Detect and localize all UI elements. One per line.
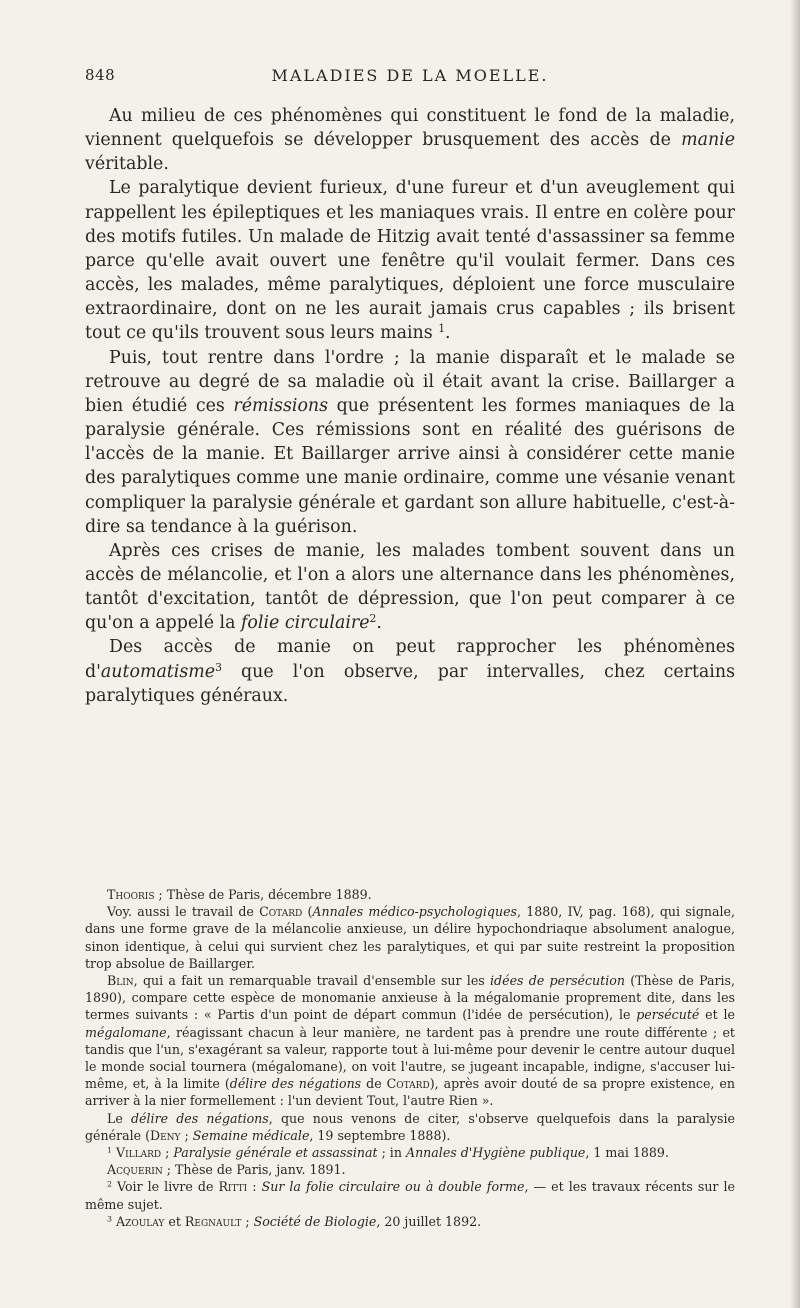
footnote: $^2$ Voir le livre de Ritti : Sur la folie circulaire ou à double forme, — et les travaux récents sur le même sujet. <box>85 1179 735 1212</box>
emphasis: automatisme <box>100 661 216 682</box>
emphasis: folie circulaire <box>240 613 370 634</box>
footnote: Acquerin ; Thèse de Paris, janv. 1891. <box>107 1162 346 1178</box>
page-header <box>85 66 735 94</box>
footnote: Voy. aussi le travail de Cotard (Annales médico-psychologiques, 1880, IV, pag. 168), qui signale, dans une forme grave de la mélancolie anxieuse, un délire hypochondriaque absolument analogue, sinon identique, à celui qui survient chez les paralytiques, et qui par suite restreint la proposition trop absolue de Baillarger. <box>85 904 735 971</box>
footnote: $^3$ Azoulay et Regnault ; Société de Biologie, 20 juillet 1892. <box>107 1213 482 1229</box>
page-edge-shadow <box>790 0 800 1308</box>
footnotes <box>85 886 735 1230</box>
running-title: MALADIES DE LA MOELLE. <box>271 66 549 85</box>
emphasis: manie <box>681 130 736 151</box>
footnote-number: 3 <box>107 1214 112 1224</box>
page-number: 848 <box>85 66 116 84</box>
main-text <box>85 104 735 708</box>
paragraph: Le paralytique devient furieux, d'une fureur et d'un aveuglement qui rappellent les épileptiques et les maniaques vrais. Il entre en colère pour des motifs futiles. Un malade de Hitzig avait tenté d'assassiner sa femme parce qu'elle avait ouvert une fenêtre qu'il voulait fermer. Dans ces accès, les malades, même paralytiques, déploient une force musculaire extraordinaire, dont on ne les aurait jamais crus capables ; ils brisent tout ce qu'ils trouvent sous leurs mains $^1$. <box>85 178 735 344</box>
paragraph: Des accès de manie on peut rapprocher les phénomènes d'automatisme$^3$ que l'on observe, par intervalles, chez certains paralytiques généraux. <box>85 637 735 706</box>
footnote-ref: 2 <box>369 612 377 626</box>
footnote-number: 1 <box>107 1145 112 1155</box>
footnote: Blin, qui a fait un remarquable travail d'ensemble sur les idées de persécution (Thèse de Paris, 1890), compare cette espèce de monomanie anxieuse à la mégalomanie proprement dite, dans les termes suivants : « Partis d'un point de départ commun (l'idée de persécution), le persécuté et le mégalomane, réagissant chacun à leur manière, ne tardent pas à prendre une route différente ; et tandis que l'un, s'exagérant sa valeur, rapporte tout à lui-même pour devenir le centre autour duquel le monde social tournera (mégalomane), on voit l'autre, se jugeant incapable, indigne, s'accuser lui-même, et, à la limite (délire des négations de Cotard), après avoir douté de sa propre existence, en arriver à la nier formellement : l'un devient Tout, l'autre Rien ». <box>85 973 736 1109</box>
paragraph: Après ces crises de manie, les malades tombent souvent dans un accès de mélancolie, et l'on a alors une alternance dans les phénomènes, tantôt d'excitation, tantôt de dépression, que l'on peut comparer à ce qu'on a appelé la folie circulaire$^2$. <box>85 540 735 634</box>
footnote: Le délire des négations, que nous venons de citer, s'observe quelquefois dans la paralysie générale (Deny ; Semaine médicale, 19 septembre 1888). <box>85 1110 735 1143</box>
paragraph: Puis, tout rentre dans l'ordre ; la manie disparaît et le malade se retrouve au degré de sa maladie où il était avant la crise. Baillarger a bien étudié ces rémissions que présentent les formes maniaques de la paralysie générale. Ces rémissions sont en réalité des guérisons de l'accès de la manie. Et Baillarger arrive ainsi à considérer cette manie des paralytiques comme une manie ordinaire, comme une vésanie venant compliquer la paralysie générale et gardant son allure habituelle, c'est-à-dire sa tendance à la guérison. <box>85 347 736 537</box>
footnote-number: 2 <box>107 1180 112 1190</box>
footnote-ref: 3 <box>215 660 222 674</box>
paragraph: Au milieu de ces phénomènes qui constituent le fond de la maladie, viennent quelquefois se développer brusquement des accès de manie véritable. <box>85 106 736 175</box>
footnote: $^1$ Villard ; Paralysie générale et assassinat ; in Annales d'Hygiène publique, 1 mai 1889. <box>107 1145 669 1161</box>
footnote-ref: 1 <box>438 322 446 336</box>
emphasis: rémissions <box>233 395 329 416</box>
footnote: Thooris ; Thèse de Paris, décembre 1889. <box>107 887 372 902</box>
